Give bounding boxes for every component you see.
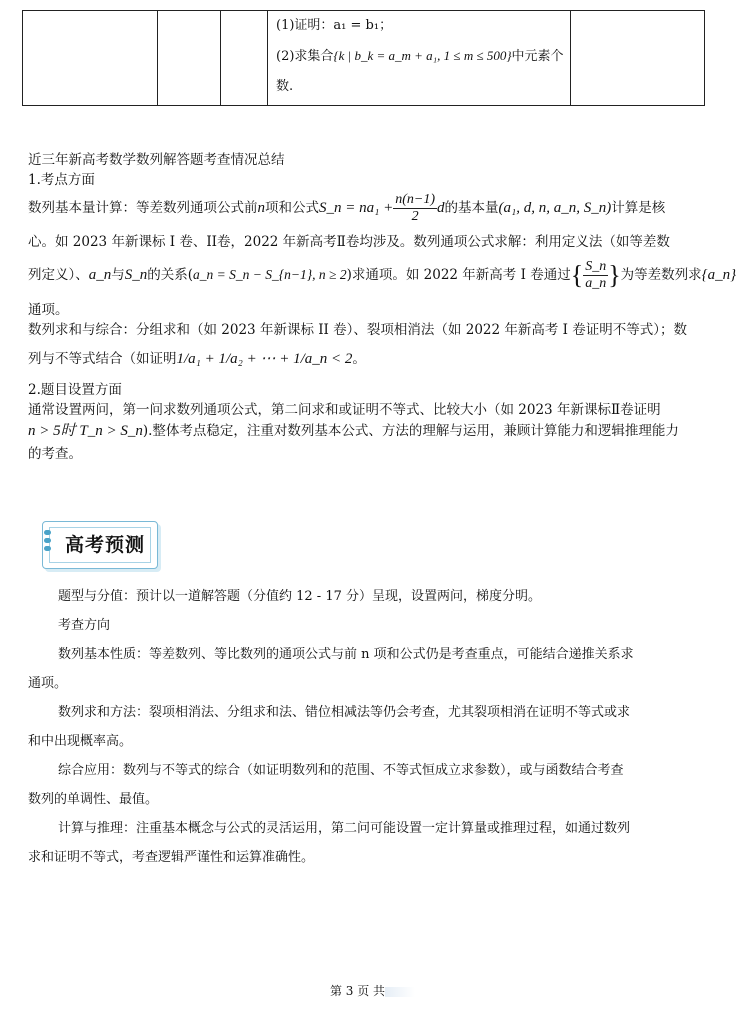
prediction-line-5: 数列求和方法：裂项相消法、分组求和法、错位相减法等仍会考查，尤其裂项相消在证明不等式或求 <box>58 705 631 720</box>
p1-n: n <box>257 200 265 216</box>
p1l3-sequence: {a_n} <box>701 267 737 283</box>
p1-fraction-denominator: 2 <box>411 209 419 224</box>
p1-text-c: 的基本量 <box>444 200 499 216</box>
problem-set-expression: {k | b_k = a_m + a₁, 1 ≤ m ≤ 500} <box>333 48 512 63</box>
summary-paragraph-1-line-4: 通项。 <box>28 302 69 318</box>
summary-paragraph-1 <box>28 192 728 225</box>
p1l3-an: a_n <box>88 267 112 283</box>
p1l3-fraction <box>583 259 608 292</box>
summary-paragraph-3-line-3: 的考查。 <box>28 446 82 462</box>
prediction-line-7: 综合应用：数列与不等式的综合（如证明数列和的范围、不等式恒成立求参数），或与函数结合考查 <box>58 763 624 778</box>
p1l3-text-b: 与 <box>111 267 125 283</box>
p1l3-text-e: 为等差数列求 <box>620 267 702 283</box>
prediction-line-10: 求和证明不等式，考查逻辑严谨性和运算准确性。 <box>28 850 315 865</box>
p1-text-d: 计算是核 <box>611 200 666 216</box>
p1l3-sn: S_n <box>124 267 148 283</box>
p3l2-expression: n > 5时 T_n > S_n <box>28 423 143 439</box>
problem-line-2 <box>268 41 570 72</box>
table-cell-empty-3 <box>221 11 268 106</box>
p3l2-text: ).整体考点稳定，注重对数列基本公式、方法的理解与运用，兼顾计算能力和逻辑推理能力 <box>142 423 679 439</box>
summary-heading-1: 1.考点方面 <box>28 172 95 188</box>
prediction-line-8: 数列的单调性、最值。 <box>28 792 159 807</box>
p1l3-fraction-denominator: a_n <box>585 276 607 291</box>
prediction-line-6: 和中出现概率高。 <box>28 734 133 749</box>
problem-line-3: 数. <box>276 79 294 94</box>
prediction-line-1: 题型与分值：预计以一道解答题（分值约 12 - 17 分）呈现，设置两问，梯度分明。 <box>58 589 542 604</box>
footer-fade <box>385 987 415 997</box>
page-footer <box>0 982 745 999</box>
table-cell-empty-4 <box>571 11 705 106</box>
p1-text-a: 数列基本量计算：等差数列通项公式前 <box>28 200 258 216</box>
summary-paragraph-3-line-1: 通常设置两问，第一问求数列通项公式，第二问求和或证明不等式、比较大小（如 2023 年新课标Ⅱ卷证明 <box>28 402 661 418</box>
problem-line-1: (1)证明：a₁ = b₁； <box>276 18 393 33</box>
p1-basic-quantities: (a₁, d, n, a_n, S_n) <box>498 200 612 216</box>
summary-paragraph-1-line-3 <box>28 258 737 293</box>
p2l2-inequality: 1/a₁ + 1/a₂ + ⋯ + 1/a_n < 2 <box>176 351 353 367</box>
section-badge <box>42 521 158 569</box>
p1l3-fraction-numerator: S_n <box>585 259 607 274</box>
p1-fraction <box>393 192 437 225</box>
p2l2-text-a: 列与不等式结合（如证明 <box>28 351 177 367</box>
summary-paragraph-1-line-2: 心。如 2023 年新课标 I 卷、II卷，2022 年新高考Ⅱ卷均涉及。数列通项公式求解：利用定义法（如等差数 <box>28 234 670 250</box>
page-number: 第 3 页 共 <box>329 984 386 998</box>
p1-d: d <box>437 200 445 216</box>
left-brace: { <box>570 260 584 290</box>
p1l3-text-d: )求通项。如 2022 年新高考 I 卷通过 <box>346 267 571 283</box>
summary-title: 近三年新高考数学数列解答题考查情况总结 <box>28 152 285 168</box>
right-brace: } <box>608 260 621 290</box>
summary-paragraph-2-line-1: 数列求和与综合：分组求和（如 2023 年新课标 II 卷）、裂项相消法（如 2022 年新高考 I 卷证明不等式）；数 <box>28 322 688 338</box>
prediction-line-4: 通项。 <box>28 676 68 691</box>
summary-paragraph-3-line-2 <box>28 421 728 441</box>
p1-fraction-numerator: n(n−1) <box>395 192 435 207</box>
p2l2-text-b: 。 <box>352 351 366 367</box>
problem-line-2-post: 中元素个 <box>511 49 564 64</box>
prediction-line-3: 数列基本性质：等差数列、等比数列的通项公式与前 n 项和公式仍是考查重点，可能结合递推关系求 <box>58 647 634 662</box>
prediction-line-2: 考查方向 <box>58 618 111 633</box>
p1-text-b: 项和公式 <box>265 200 319 216</box>
p1l3-text-a: 列定义）、 <box>28 267 89 283</box>
table-cell-empty-1 <box>23 11 158 106</box>
p1l3-text-c: 的关系( <box>147 267 194 283</box>
badge-title: 高考预测 <box>65 534 146 556</box>
binder-rings-icon <box>44 530 54 554</box>
prediction-line-9: 计算与推理：注重基本概念与公式的灵活运用，第二问可能设置一定计算量或推理过程，如通过数列 <box>58 821 631 836</box>
p1-formula-left: S_n = na₁ + <box>319 200 394 216</box>
problem-table <box>22 10 705 106</box>
problem-line-2-pre: (2)求集合 <box>276 49 334 64</box>
p1l3-relation: a_n = S_n − S_{n−1}, n ≥ 2 <box>193 267 347 282</box>
prediction-section <box>28 582 718 872</box>
table-cell-empty-2 <box>158 11 221 106</box>
summary-paragraph-2-line-2 <box>28 344 728 374</box>
summary-section <box>28 150 718 190</box>
table-cell-problem <box>268 11 571 106</box>
summary-heading-2: 2.题目设置方面 <box>28 382 122 398</box>
